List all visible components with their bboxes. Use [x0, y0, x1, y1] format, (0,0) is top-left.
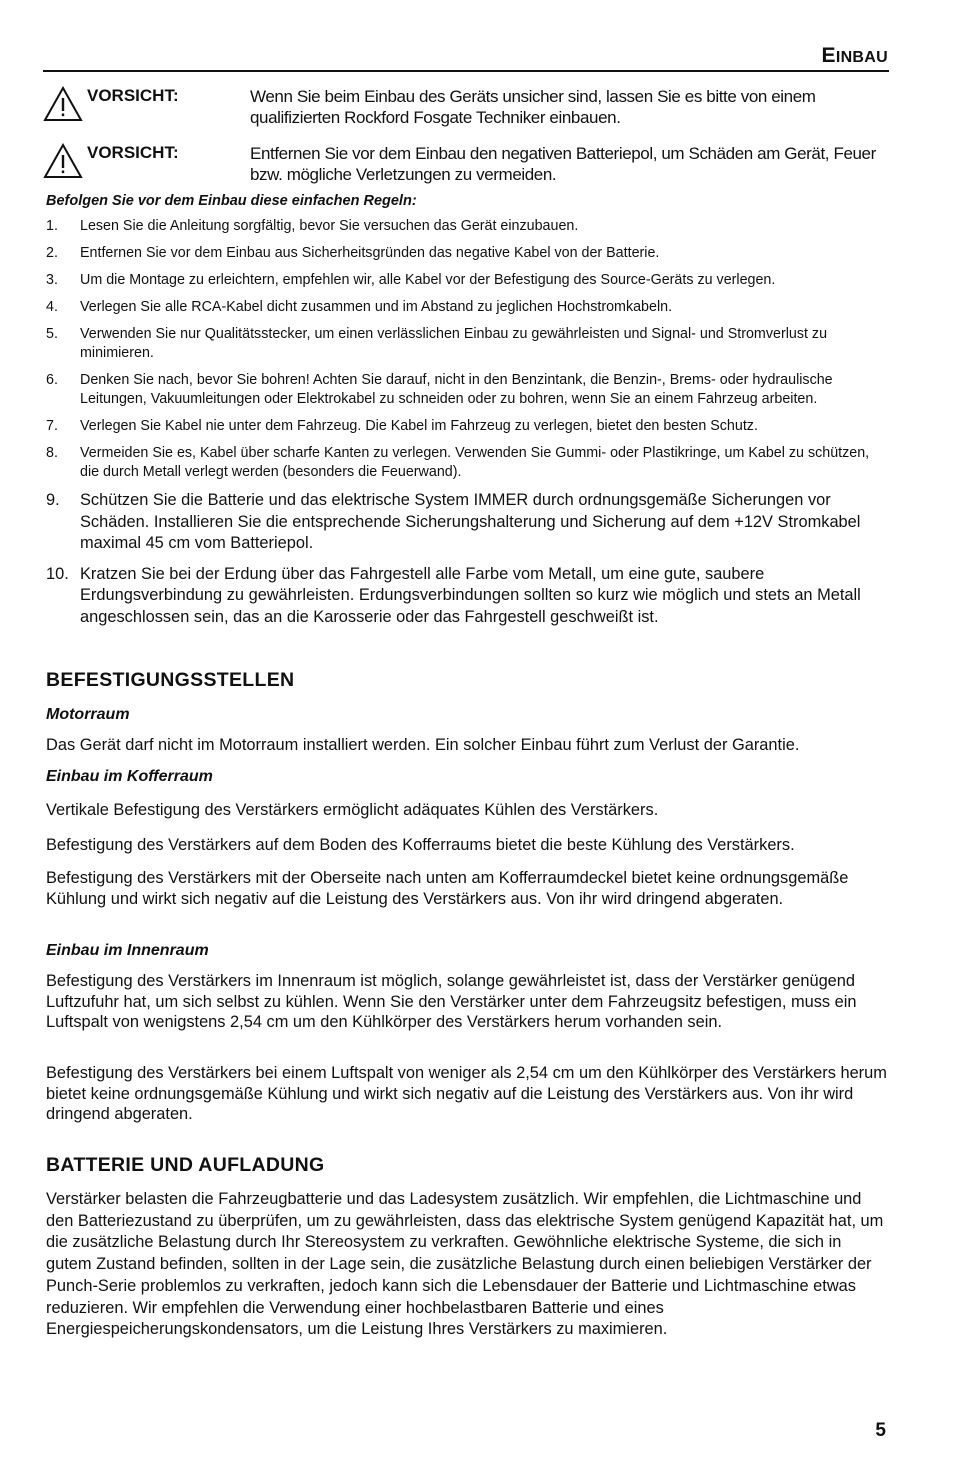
list-item-text: Schützen Sie die Batterie und das elektrische System IMMER durch ordnungsgemäße Sicherungen vor Schäden. Installieren Sie die entsprechende Sicherungshalterung und Sicherung auf dem +12V Stromkabel maximal 45 cm vom Batteriepol. — [80, 491, 861, 552]
list-item — [46, 217, 888, 236]
list-item-number: 9. — [46, 491, 60, 509]
list-item-number: 3. — [46, 272, 58, 288]
list-item — [46, 271, 888, 290]
warning-2 — [43, 143, 889, 185]
paragraph-batterie: Verstärker belasten die Fahrzeugbatterie und das Ladesystem zusätzlich. Wir empfehlen, die Lichtmaschine und den Batteriezustand zu überprüfen, um zu gewährleisten, dass das elektrische System genügend Kapazität hat, um die zusätzliche Belastung durch Ihr Stereosystem zu verkraften. Gewöhnliche elektrische Systeme, die sich in gutem Zustand befinden, sollten in der Lage sein, die zusätzliche Belastung durch einen beliebigen Verstärker der Punch-Serie problemlos zu verkraften, jedoch kann sich die Lebensdauer der Batterie und Lichtmaschine etwas reduzieren. Wir empfehlen die Verwendung einer hochbelastbaren Batterie und eines Energiespeicherungskondensators, um die Leistung Ihres Verstärkers zu maximieren. — [46, 1190, 884, 1339]
list-item — [46, 417, 888, 436]
list-item-text: Vermeiden Sie es, Kabel über scharfe Kanten zu verlegen. Verwenden Sie Gummi- oder Plastikringe, um Kabel zu schützen, die durch Metall verlegt werden (besonders die Feuerwand). — [80, 445, 870, 480]
subheading-innenraum: Einbau im Innenraum — [46, 942, 209, 959]
warning-text: Wenn Sie beim Einbau des Geräts unsicher sind, lassen Sie es bitte von einem qualifizierten Rockford Fosgate Techniker einbauen. — [250, 87, 816, 127]
subheading-kofferraum: Einbau im Kofferraum — [46, 768, 213, 785]
list-item-number: 8. — [46, 445, 58, 461]
list-item — [46, 371, 888, 409]
section-heading-batterie: BATTERIE UND AUFLADUNG — [46, 1154, 325, 1176]
header-title-rest: INBAU — [835, 49, 888, 66]
warning-1 — [43, 86, 889, 128]
section-heading-befestigung: BEFESTIGUNGSSTELLEN — [46, 669, 295, 691]
list-item — [46, 564, 888, 629]
list-item-number: 2. — [46, 245, 58, 261]
list-item-text: Kratzen Sie bei der Erdung über das Fahrgestell alle Farbe vom Metall, um eine gute, saubere Erdungsverbindung zu gewährleisten. Erdungsverbindungen sollten so kurz wie möglich und stets an Metall angeschlossen sein, das an die Karosserie oder das Fahrgestell geschweißt ist. — [80, 564, 861, 626]
rules-intro: Befolgen Sie vor dem Einbau diese einfachen Regeln: — [46, 193, 417, 209]
list-item-text: Lesen Sie die Anleitung sorgfältig, bevor Sie versuchen das Gerät einzubauen. — [80, 218, 579, 234]
paragraph-kofferraum-2: Befestigung des Verstärkers auf dem Boden des Kofferraums bietet die beste Kühlung des Verstärkers. — [46, 836, 795, 854]
page-header — [46, 44, 888, 68]
list-item-text: Entfernen Sie vor dem Einbau aus Sicherheitsgründen das negative Kabel von der Batterie. — [80, 245, 660, 261]
paragraph-motorraum: Das Gerät darf nicht im Motorraum installiert werden. Ein solcher Einbau führt zum Verlust der Garantie. — [46, 736, 800, 754]
list-item — [46, 444, 888, 482]
list-item-number: 5. — [46, 326, 58, 342]
list-item — [46, 298, 888, 317]
list-item-number: 6. — [46, 372, 58, 388]
warning-icon — [43, 86, 87, 128]
list-item-text: Verlegen Sie Kabel nie unter dem Fahrzeug. Die Kabel im Fahrzeug zu verlegen, bietet den besten Schutz. — [80, 418, 758, 434]
subheading-motorraum: Motorraum — [46, 706, 130, 723]
paragraph-innenraum-2: Befestigung des Verstärkers bei einem Luftspalt von weniger als 2,54 cm um den Kühlkörper des Verstärkers herum bietet keine ordnungsgemäße Kühlung und wirkt sich negativ auf die Leistung des Verstärkers aus. Von ihr wird dringend abgeraten. — [46, 1064, 887, 1123]
list-item-number: 1. — [46, 218, 58, 234]
list-item — [46, 244, 888, 263]
list-item-text: Denken Sie nach, bevor Sie bohren! Achten Sie darauf, nicht in den Benzintank, die Benzin-, Brems- oder hydraulische Leitungen, Vakuumleitungen oder Elektrokabel zu schneiden oder zu bohren, wenn Sie an einem Fahrzeug arbeiten. — [80, 372, 833, 407]
list-item-text: Verlegen Sie alle RCA-Kabel dicht zusammen und im Abstand zu jeglichen Hochstromkabeln. — [80, 299, 673, 315]
list-item-text: Um die Montage zu erleichtern, empfehlen wir, alle Kabel vor der Befestigung des Source-Geräts zu verlegen. — [80, 272, 776, 288]
paragraph-innenraum-1: Befestigung des Verstärkers im Innenraum ist möglich, solange gewährleistet ist, dass der Verstärker genügend Luftzufuhr hat, um sich selbst zu kühlen. Wenn Sie den Verstärker unter dem Fahrzeugsitz befestigen, muss ein Luftspalt von wenigstens 2,54 cm um den Kühlkörper des Verstärkers herum vorhanden sein. — [46, 972, 857, 1031]
rules-list — [46, 217, 888, 637]
page-number: 5 — [875, 1420, 886, 1441]
paragraph-kofferraum-1: Vertikale Befestigung des Verstärkers ermöglicht adäquates Kühlen des Verstärkers. — [46, 801, 659, 819]
warning-label: VORSICHT: — [87, 143, 179, 162]
paragraph-kofferraum-3: Befestigung des Verstärkers mit der Oberseite nach unten am Kofferraumdeckel bietet keine ordnungsgemäße Kühlung und wirkt sich negativ auf die Leistung des Verstärkers aus. Von ihr wird dringend abgeraten. — [46, 869, 849, 908]
list-item-text: Verwenden Sie nur Qualitätsstecker, um einen verlässlichen Einbau zu gewährleisten und Signal- und Stromverlust zu minimieren. — [80, 326, 828, 361]
list-item-number: 4. — [46, 299, 58, 315]
list-item-number: 7. — [46, 418, 58, 434]
header-title-initial: E — [821, 44, 836, 67]
list-item-number: 10. — [46, 564, 69, 583]
warning-label: VORSICHT: — [87, 86, 179, 105]
header-rule — [43, 70, 889, 72]
list-item — [46, 490, 888, 555]
list-item — [46, 325, 888, 363]
warning-text: Entfernen Sie vor dem Einbau den negativen Batteriepol, um Schäden am Gerät, Feuer bzw. mögliche Verletzungen zu vermeiden. — [250, 144, 876, 184]
warning-icon — [43, 143, 87, 185]
